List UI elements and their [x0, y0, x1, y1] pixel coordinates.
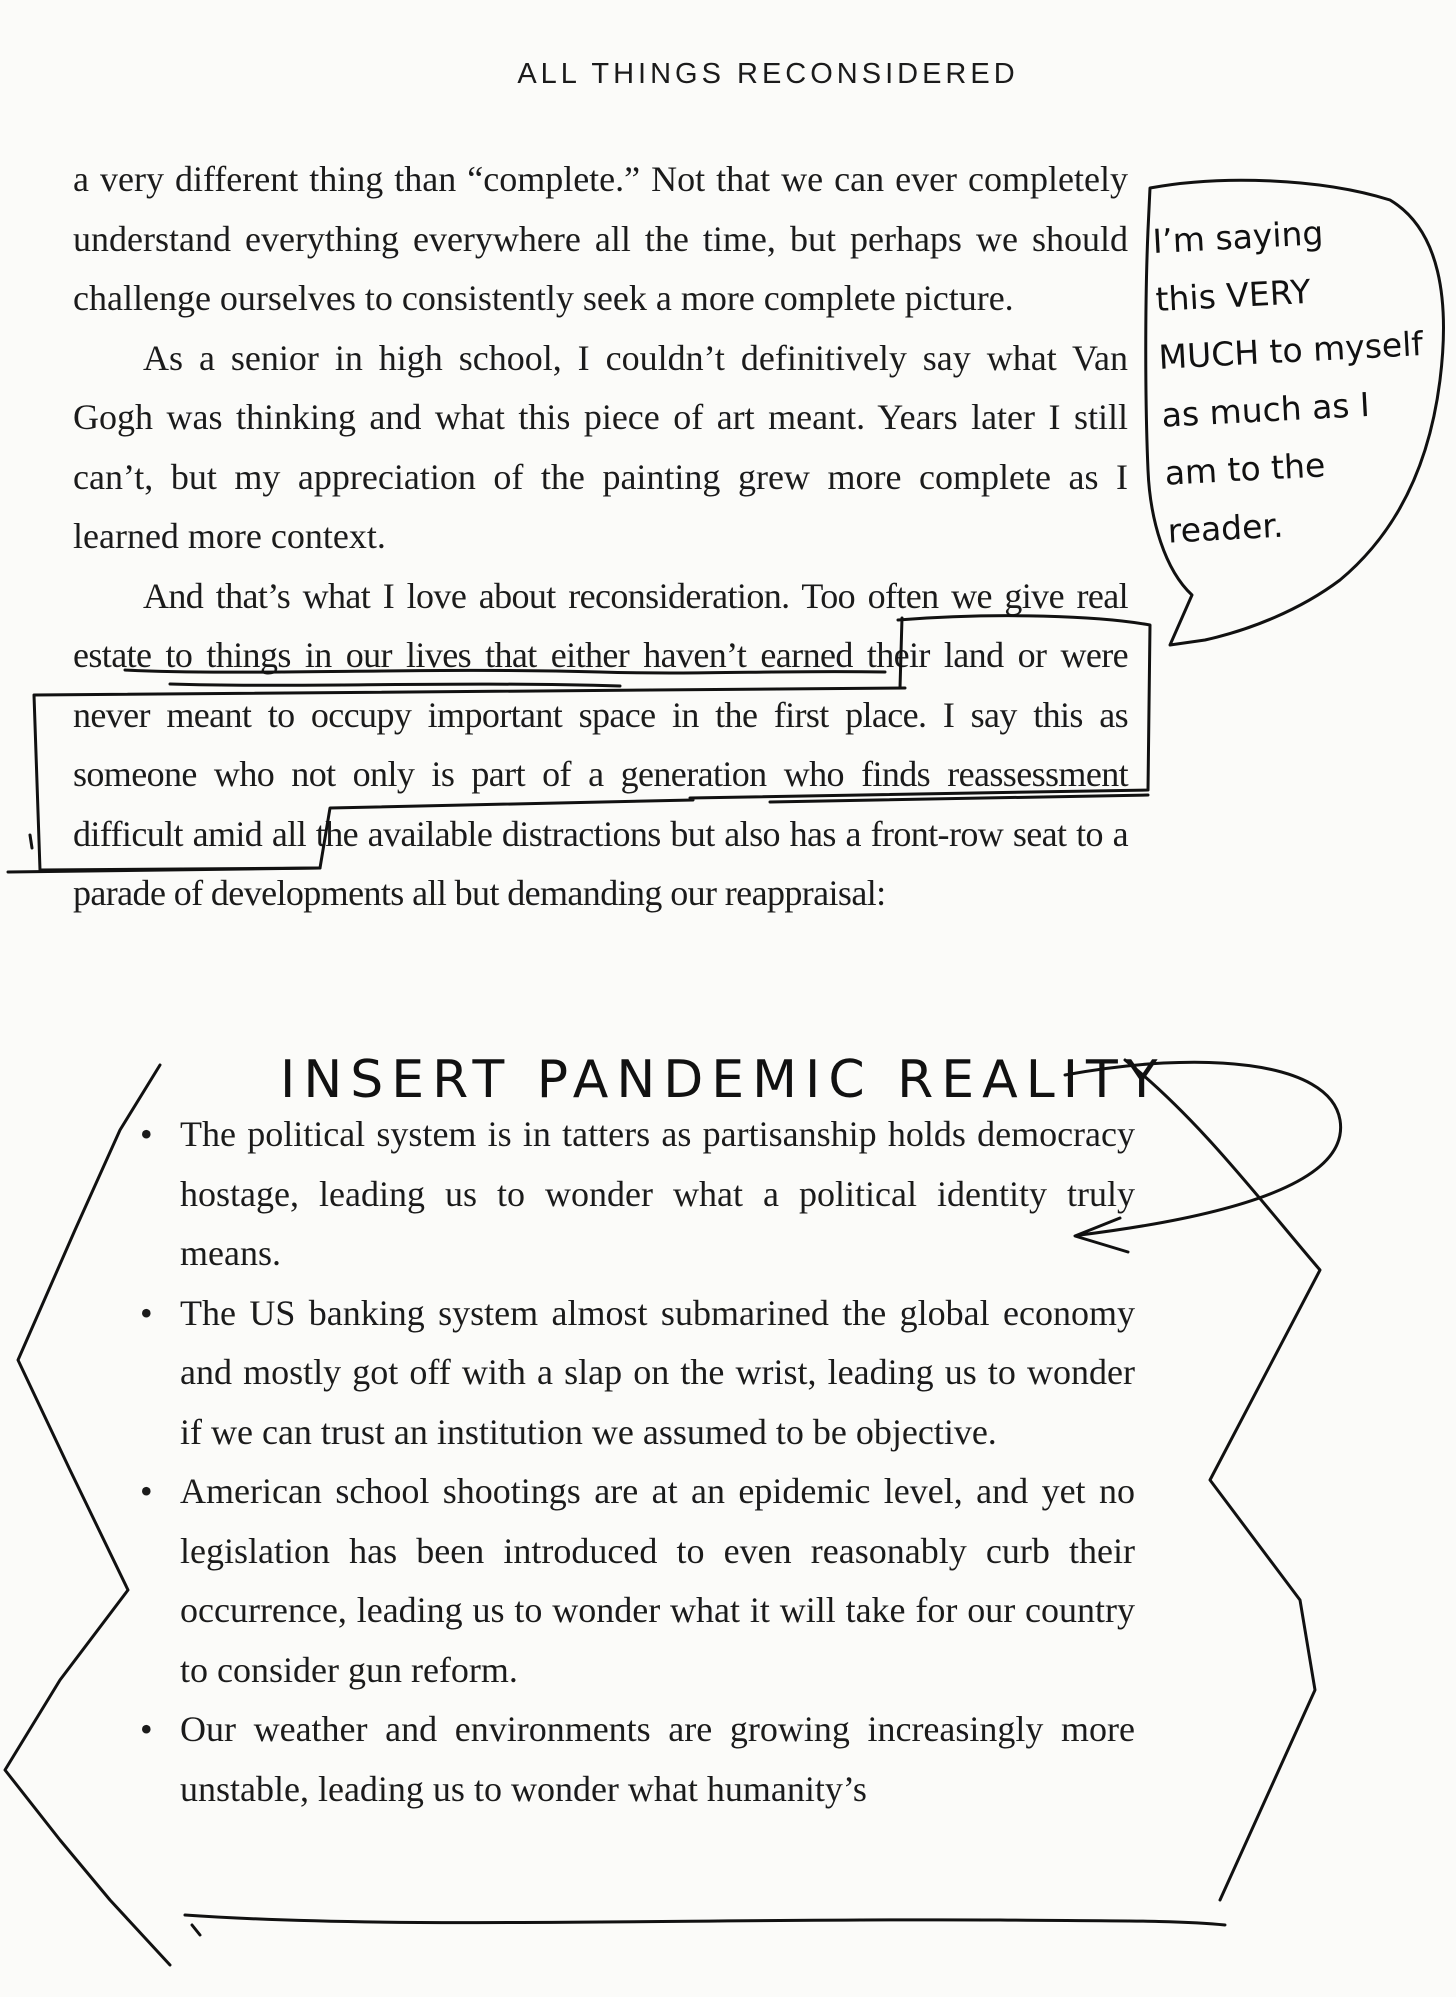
margin-note-line: reader.	[1166, 505, 1285, 551]
margin-note-line: I’m saying	[1151, 213, 1325, 262]
bullet-text: American school shootings are at an epidemic level, and yet no legislation has been introduced to even reasonably curb their occurrence, leading us to wonder what it will take for our country to consider gun reform.	[180, 1471, 1135, 1690]
paragraph-3-rest: I say this as someone who not only is part of a generation who finds reassessment difficult amid all the available distractions but also has a front-row seat to a parade of developments all but demanding our reappraisal:	[73, 694, 1129, 913]
bullet-item	[140, 1700, 1135, 1819]
right-bracket	[1125, 1060, 1320, 1900]
bullet-glyph: •	[140, 1471, 153, 1511]
margin-note-line: am to the	[1163, 445, 1327, 493]
bullet-glyph: •	[140, 1292, 153, 1333]
running-header: ALL THINGS RECONSIDERED	[517, 58, 1019, 90]
underlined-sentence: And that’s what I love about reconsideration.	[143, 575, 790, 616]
bullet-list	[140, 1105, 1135, 1819]
paragraph-2: As a senior in high school, I couldn’t definitively say what Van Gogh was thinking and what this piece of art meant. Years later I still can’t, but my appreciation of the painting grew more complete as I learned more context.	[73, 337, 1128, 556]
boxed-passage: Too often we give real estate to things in our lives that either haven’t earned their land or were never meant to occupy important space in the first place.	[73, 575, 1129, 735]
insert-annotation: INSERT PANDEMIC REALITY	[280, 1050, 1166, 1110]
bullet-text: The US banking system almost submarined the global economy and mostly got off with a slap on the wrist, leading us to wonder if we can trust an institution we assumed to be objective.	[180, 1292, 1135, 1452]
box-tick	[30, 835, 32, 848]
bullet-text: The political system is in tatters as partisanship holds democracy hostage, leading us to wonder what a political identity truly means.	[180, 1114, 1135, 1273]
margin-note-line: this VERY	[1154, 271, 1312, 319]
bullet-item	[140, 1462, 1135, 1700]
bullet-item	[140, 1105, 1135, 1284]
bullet-text: Our weather and environments are growing increasingly more unstable, leading us to wonder what humanity’s	[180, 1709, 1135, 1809]
bullet-item	[140, 1284, 1135, 1463]
body-text	[73, 150, 1128, 924]
bottom-tick	[192, 1925, 200, 1935]
bullet-glyph: •	[140, 1114, 153, 1154]
margin-note	[1151, 197, 1456, 560]
margin-note-line: as much as I	[1160, 384, 1371, 435]
margin-note-line: MUCH to myself	[1157, 324, 1424, 377]
bottom-line	[185, 1915, 1225, 1925]
paragraph-1: a very different thing than “complete.” Not that we can ever completely understand everything everywhere all the time, but perhaps we should challenge ourselves to consistently seek a more complete picture.	[73, 159, 1128, 318]
bullet-glyph: •	[140, 1709, 153, 1749]
paragraph-3	[73, 567, 1128, 924]
